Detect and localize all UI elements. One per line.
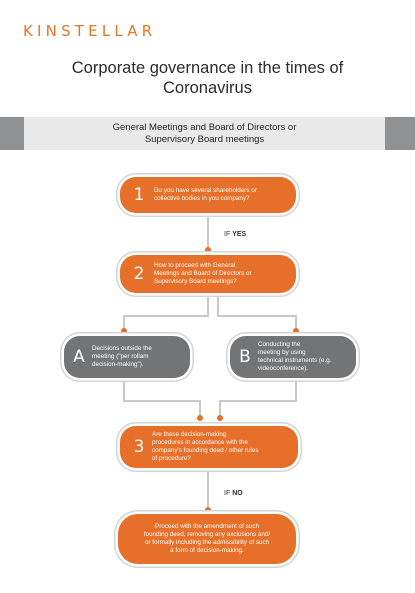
step-2-box (120, 255, 296, 293)
step-2-line: Meetings and Board of Directors or (154, 270, 252, 277)
option-a-letter: A (73, 346, 85, 367)
step-1-number: 1 (133, 184, 145, 205)
option-a-line: Decisions outside the (92, 345, 152, 352)
step-2-line: Supervisory Board meetings? (154, 278, 237, 285)
connector-dot (121, 328, 127, 334)
final-step-line: a form of decision-making. (170, 547, 244, 554)
final-step-box (118, 514, 296, 564)
if-yes-label: IF YES (224, 231, 247, 238)
step-3-line: of procedure? (152, 455, 191, 462)
if-no-label: IF NO (224, 490, 243, 497)
connector-dot (197, 415, 203, 421)
step-1-text (148, 187, 257, 203)
option-b-line: videoconference). (258, 365, 309, 372)
option-b-box (230, 336, 356, 378)
step-3-text (148, 431, 259, 463)
connector-dot (217, 415, 223, 421)
banner-line-1: General Meetings and Board of Directors or (112, 122, 297, 133)
title-line-2: Coronavirus (163, 79, 252, 97)
step-3-number: 3 (133, 436, 145, 457)
connector-2-A (124, 290, 208, 333)
option-b-line: Conducting the (258, 341, 301, 348)
step-2-text (148, 262, 252, 286)
connector-A-3 (124, 380, 200, 420)
option-a-box (64, 336, 190, 378)
final-step-line: founding deed, removing any exclusions and/ (143, 531, 271, 538)
option-a-line: decision-making"). (92, 361, 144, 368)
option-a-line: meeting ("per rollam (92, 353, 149, 360)
connector-dot (205, 507, 211, 513)
option-b-line: meeting by using (258, 349, 306, 356)
banner-line-2: Supervisory Board meetings (144, 133, 265, 145)
step-2-number: 2 (133, 263, 145, 284)
option-a-text (88, 345, 152, 369)
final-step-line: or formally including the admissibility of such (144, 539, 270, 546)
step-3-line: company's founding deed / other rules (152, 447, 259, 454)
final-step-text (144, 523, 270, 555)
step-3-box (120, 426, 298, 468)
step-1-line: collective bodies in you company? (154, 195, 250, 202)
title-line-1: Corporate governance in the times of (71, 59, 344, 77)
option-b-letter: B (239, 346, 251, 367)
step-3-line: procedures in accordance with the (152, 439, 248, 446)
kinstellar-logo: KINSTELLAR (23, 22, 157, 40)
option-b-line: technical instruments (e.g. (258, 357, 332, 364)
connector-dot (205, 247, 211, 253)
connector-2-B (218, 290, 296, 333)
step-1-line: Do you have several shareholders or (154, 187, 257, 194)
connector-dot (293, 328, 299, 334)
step-3-line: Are these decision-making (152, 431, 227, 438)
option-b-text (254, 341, 332, 373)
step-2-line: How to proceed with General (154, 262, 236, 269)
step-1-box (120, 177, 296, 213)
connector-B-3 (220, 380, 296, 420)
final-step-line: Proceed with the amendment of such (155, 523, 259, 530)
